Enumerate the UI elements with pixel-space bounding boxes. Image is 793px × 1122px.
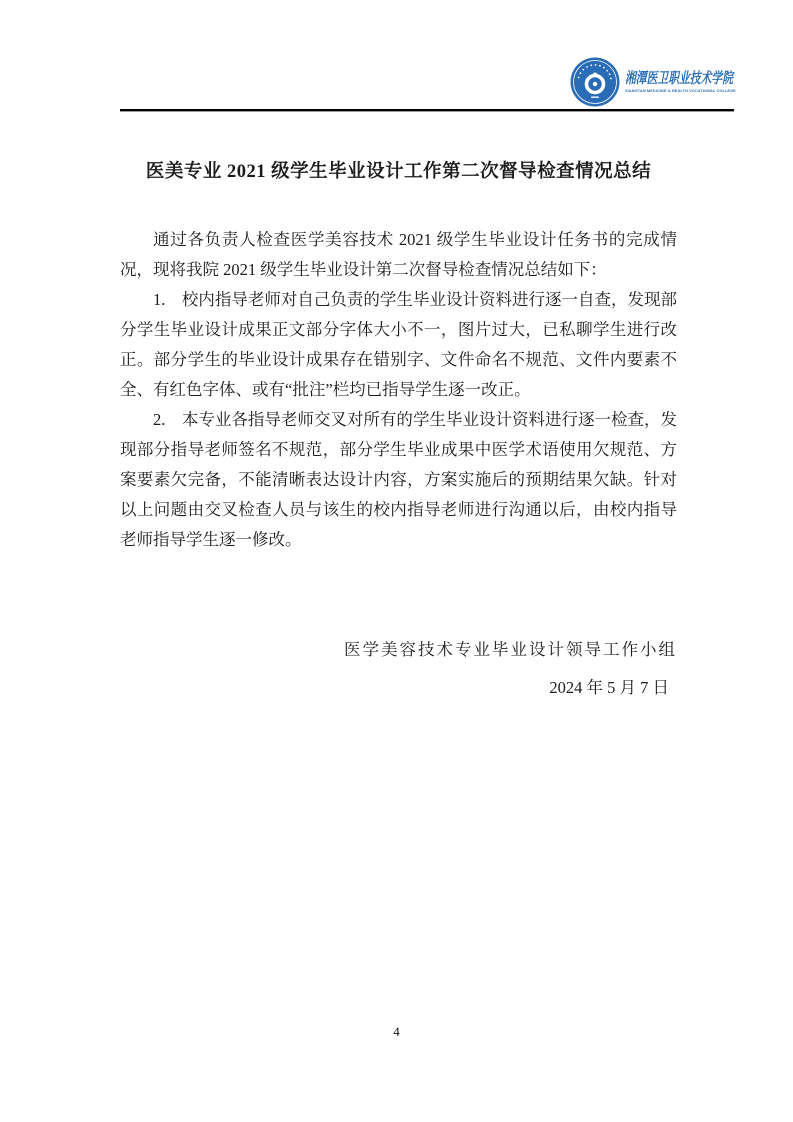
document-content bbox=[120, 110, 677, 703]
paragraph-item-2: 2. 本专业各指导老师交叉对所有的学生毕业设计资料进行逐一检查，发现部分指导老师签名不规范，部分学生毕业成果中医学术语使用欠规范、方案要素欠完备，不能清晰表达设计内容，方案实施后的预期结果欠缺。针对以上问题由交叉检查人员与该生的校内指导老师进行沟通以后，由校内指导老师指导学生逐一修改。 bbox=[120, 410, 677, 549]
header-logo bbox=[570, 57, 775, 107]
college-name-zh: 湘潭医卫职业技术学院 bbox=[625, 71, 734, 87]
page-number: 4 bbox=[393, 1024, 400, 1039]
signature-line: 医学美容技术专业毕业设计领导工作小组 bbox=[344, 640, 677, 659]
document-body bbox=[120, 225, 677, 555]
date-line: 2024 年 5 月 7 日 bbox=[549, 678, 669, 697]
paragraph-intro: 通过各负责人检查医学美容技术 2021 级学生毕业设计任务书的完成情况，现将我院 2021 级学生毕业设计第二次督导检查情况总结如下： bbox=[120, 230, 677, 279]
document-title: 医美专业 2021 级学生毕业设计工作第二次督导检查情况总结 bbox=[145, 162, 652, 182]
college-seal-icon bbox=[570, 57, 620, 107]
paragraph-item-1: 1. 校内指导老师对自己负责的学生毕业设计资料进行逐一自查，发现部分学生毕业设计成果正文部分字体大小不一，图片过大，已私聊学生进行改正。部分学生的毕业设计成果存在错别字、文件命名不规范、文件内要素不全、有红色字体、或有“批注”栏均已指导学生逐一改正。 bbox=[120, 290, 677, 399]
college-name-block bbox=[625, 70, 775, 94]
college-name-en: XIANGTAN MEDICINE & HEALTH VOCATIONAL COLLEGE bbox=[625, 88, 736, 93]
